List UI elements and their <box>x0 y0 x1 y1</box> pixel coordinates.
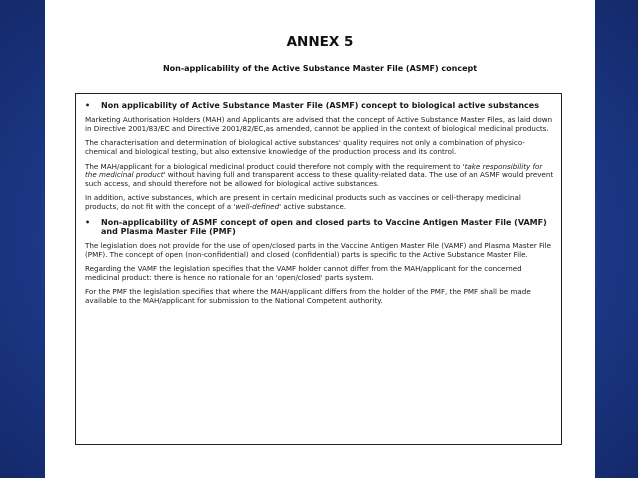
section-heading-text: Non applicability of Active Substance Master File (ASMF) concept to biological active substances <box>101 101 539 110</box>
paragraph: The legislation does not provide for the use of open/closed parts in the Vaccine Antigen Master File (VAMF) and Plasma Master File (PMF). The concept of open (non-confidential) and closed (confidential) parts is specific to the Active Substance Master File. <box>85 240 552 259</box>
paragraph: The characterisation and determination of biological active substances' quality requires not only a combination of physico-chemical and biological testing, but also extensive knowledge of the production process and its control. <box>85 138 525 156</box>
annex-title: ANNEX 5 <box>286 34 354 50</box>
paragraph <box>85 194 555 211</box>
paragraph: Marketing Authorisation Holders (MAH) and Applicants are advised that the concept of Active Substance Master Files, as laid down in Directive 2001/83/EC and Directive 2001/82/EC,as amended, cannot be applied in the context of biological medicinal products. <box>85 115 553 133</box>
section-heading <box>85 101 555 110</box>
bullet-icon: • <box>85 101 91 110</box>
text-span: ' active substance. <box>279 201 347 211</box>
paragraph: Regarding the VAMF the legislation specifies that the VAMF holder cannot differ from the MAH/applicant for the concerned medicinal product: there is hence no rationale for an 'open/closed' parts system. <box>85 264 522 282</box>
text-span: The MAH/applicant for a biological medicinal product could therefore not comply with the requirement to ' <box>85 161 465 171</box>
emphasis-text: take responsibility for the medicinal product <box>85 161 543 180</box>
section-heading-text: Non-applicability of ASMF concept of open and closed parts to Vaccine Antigen Master File (VAMF) and Plasma Master File (PMF) <box>101 217 547 236</box>
paragraph <box>85 163 555 189</box>
bullet-icon: • <box>85 217 91 227</box>
emphasis-text: well-defined <box>235 201 280 211</box>
document-page <box>45 0 595 478</box>
text-span: In addition, active substances, which are present in certain medicinal products such as vaccines or cell-therapy medicinal products, do not fit with the concept of a ' <box>85 193 521 211</box>
section-heading <box>85 218 555 236</box>
text-span: ' without having full and transparent access to these quality-related data. The use of an ASMF would prevent such access, and should therefore not be allowed for biological active substances. <box>85 170 554 188</box>
content-box <box>75 93 562 445</box>
paragraph: For the PMF the legislation specifies that where the MAH/applicant differs from the holder of the PMF, the PMF shall be made available to the MAH/applicant for submission to the National Competent authority. <box>85 287 531 305</box>
annex-subtitle: Non-applicability of the Active Substance Master File (ASMF) concept <box>162 64 478 73</box>
